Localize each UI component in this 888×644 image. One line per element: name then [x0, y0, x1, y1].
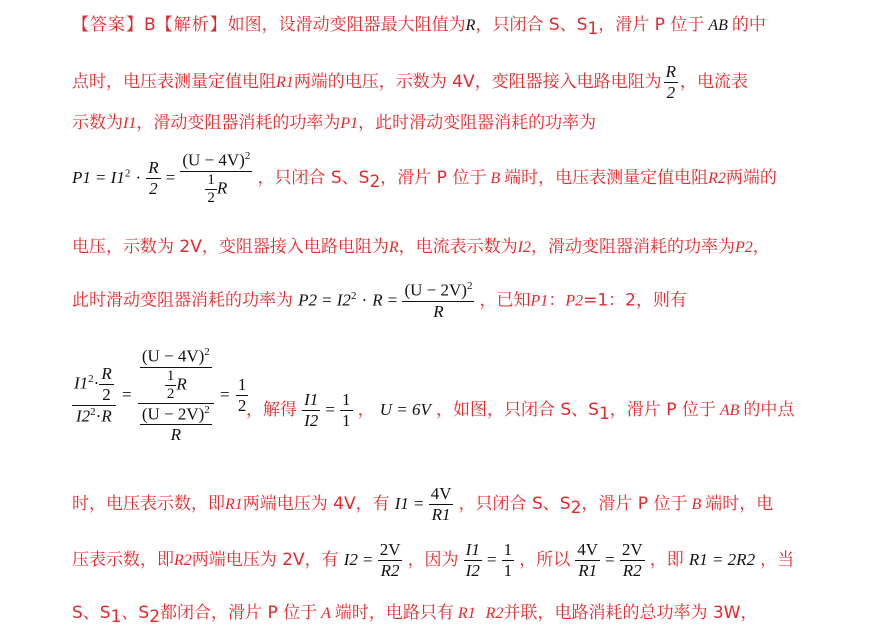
- text: ，只闭合 S、S: [475, 15, 588, 35]
- math-var: R2: [485, 605, 504, 622]
- math-var: P1: [530, 292, 549, 310]
- fraction-numerator: R: [101, 364, 112, 384]
- fraction-numerator: 2V: [621, 540, 643, 559]
- line-1: [72, 10, 766, 39]
- fraction-denominator: 2: [102, 385, 111, 405]
- math-var: B: [490, 169, 501, 187]
- math-var: I1: [110, 167, 125, 187]
- math-var: P1: [72, 167, 91, 187]
- fraction-numerator: [180, 150, 252, 172]
- fraction: [302, 390, 320, 431]
- fraction: [378, 540, 403, 581]
- fraction-numerator: 1: [166, 367, 175, 384]
- text: ，所以: [519, 550, 571, 570]
- left-fraction: [72, 364, 116, 427]
- math-expr: (U − 2V): [404, 280, 467, 300]
- fraction: [180, 150, 252, 207]
- math-var: R2: [708, 169, 726, 187]
- math-var: I1: [123, 115, 137, 132]
- fraction-numerator: I1: [465, 540, 480, 559]
- math-var: R1: [276, 74, 294, 91]
- math-var: B: [691, 496, 702, 513]
- math-var: R: [465, 17, 476, 34]
- math-var: P2: [298, 290, 317, 310]
- fraction-denominator: 1: [503, 561, 513, 580]
- math-var: R: [372, 290, 383, 310]
- subscript: 2: [369, 172, 381, 193]
- fraction-denominator: [140, 368, 212, 403]
- subscript: 2: [570, 498, 582, 519]
- math-var: R: [101, 406, 112, 426]
- fraction-numerator: 4V: [577, 540, 599, 559]
- line-9: [72, 540, 794, 581]
- text: ，: [357, 400, 375, 420]
- text: 如图，设滑动变阻器最大阻值为: [227, 15, 466, 35]
- math-op: =: [165, 167, 176, 187]
- fraction-denominator: 2: [666, 83, 676, 102]
- text: ，此时滑动变阻器消耗的功率为: [358, 113, 597, 133]
- math-var: P2: [565, 292, 584, 310]
- fraction-denominator: 2: [237, 396, 247, 416]
- fraction-denominator: R: [433, 301, 444, 321]
- text: ，当: [760, 550, 795, 570]
- fraction-denominator: 1: [342, 411, 351, 430]
- text: 的中点: [743, 400, 795, 420]
- superscript: 2: [90, 406, 96, 419]
- math-var: I1: [74, 373, 89, 393]
- math-var: R1: [225, 496, 243, 513]
- fraction-numerator: 1: [503, 540, 513, 559]
- compound-fraction: $I1^2\cdot$ $\frac{R}{2}$ $I2^2\cdot R$ = $(U - 4V)^2$ $\frac{1}{2}$ R $\frac{(U - 2V)^2}{R}$ = $\frac{1}{2}$: [74, 346, 247, 445]
- fraction-denominator: R1: [431, 505, 451, 524]
- left-denominator: $I2^2\cdot R$: [76, 406, 112, 426]
- fraction-numerator: R: [148, 157, 159, 177]
- subscript: 1: [110, 607, 122, 628]
- text: ，只闭合 S、S: [458, 494, 571, 514]
- fraction: [620, 540, 645, 581]
- text: ，滑片 P 位于: [581, 494, 688, 514]
- math-var: R: [176, 374, 187, 394]
- text: 的中: [731, 15, 766, 35]
- text: 两端电压为 2V，有: [191, 550, 339, 570]
- math-var: I2: [343, 550, 358, 569]
- fraction: [464, 540, 482, 581]
- middle-numerator: [138, 346, 214, 404]
- math-var: AB: [719, 402, 740, 419]
- fraction: [502, 540, 515, 581]
- fraction-denominator: R1: [578, 561, 598, 580]
- line-4: [72, 150, 777, 207]
- fraction-denominator: 2: [149, 178, 158, 198]
- text: 端时，电: [705, 494, 774, 514]
- math-expr: (U − 4V): [141, 346, 205, 366]
- fraction: [146, 158, 160, 199]
- math-op: ·: [135, 167, 142, 187]
- analysis-label: 【解析】: [155, 15, 228, 35]
- math-op: =: [325, 400, 335, 419]
- text: 端时，电路只有: [334, 603, 454, 623]
- superscript: 2: [466, 280, 473, 292]
- text: ，只闭合 S、S: [257, 167, 370, 188]
- superscript: 2: [204, 403, 210, 416]
- text: ，滑片 P 位于: [380, 167, 487, 188]
- subscript: 1: [598, 404, 610, 425]
- fraction-denominator: R2: [622, 561, 642, 580]
- math-var: R: [388, 239, 399, 256]
- fraction-numerator: I1: [304, 390, 319, 409]
- subscript: 2: [149, 607, 161, 628]
- fraction-denominator: [180, 172, 252, 207]
- text: ，解得: [246, 400, 297, 420]
- line-8: [72, 484, 773, 525]
- math-op: =: [605, 550, 615, 569]
- superscript: 2: [350, 290, 357, 302]
- math-var: I2: [336, 290, 351, 310]
- line-6: [72, 280, 687, 322]
- middle-denominator: [138, 404, 214, 446]
- math-var: R2: [174, 552, 192, 569]
- fraction-numerator: 4V: [430, 484, 452, 503]
- math-var: R1: [457, 605, 476, 622]
- fraction-numerator: [402, 280, 474, 302]
- math-var: R: [216, 178, 228, 198]
- answer-value: B: [144, 15, 156, 35]
- fraction: [402, 280, 474, 322]
- text: ，因为: [407, 550, 459, 570]
- fraction: [140, 346, 212, 403]
- line-3: [72, 108, 596, 133]
- math-op: =: [95, 167, 106, 187]
- text: 、S: [121, 603, 150, 623]
- math-var: AB: [708, 17, 728, 34]
- math-op: =: [414, 494, 424, 513]
- math-expr: (U − 4V): [182, 150, 245, 170]
- math-var: A: [321, 605, 331, 622]
- fraction: [165, 368, 177, 403]
- math-var: P1: [340, 115, 359, 132]
- line-10: [72, 598, 757, 627]
- text: ，: [752, 237, 770, 257]
- math-op: =: [322, 290, 332, 310]
- math-var: I2: [76, 406, 91, 426]
- line-7: [246, 390, 794, 431]
- fraction: [140, 404, 212, 446]
- fraction-numerator: 1: [237, 375, 247, 395]
- text: ，已知: [479, 290, 531, 311]
- text: ：: [548, 290, 566, 311]
- text: 并联，电路消耗的总功率为 3W，: [503, 603, 758, 623]
- text: ，即: [649, 550, 684, 570]
- math-op: =: [363, 550, 373, 569]
- fraction-numerator: R: [665, 62, 677, 81]
- fraction: [205, 172, 217, 207]
- fraction-numerator: 1: [342, 390, 351, 409]
- text: 两端电压为 4V，有: [242, 494, 390, 514]
- text: 电压，示数为 2V，变阻器接入电路电阻为: [72, 237, 389, 257]
- math-var: P2: [734, 239, 753, 256]
- fraction: [340, 390, 353, 431]
- fraction: [664, 62, 678, 103]
- math-op: =: [486, 550, 497, 569]
- text: 点时，电压表测量定值电阻: [72, 72, 276, 92]
- text: ，滑动变阻器消耗的功率为: [136, 113, 341, 133]
- text: ，电流表示数为: [398, 237, 518, 257]
- fraction-denominator: R: [170, 425, 181, 445]
- left-numerator: $I1^2\cdot$ $\frac{R}{2}$: [72, 364, 116, 406]
- subscript: 1: [587, 19, 599, 40]
- text: 两端的电压，示数为 4V，变阻器接入电路电阻为: [293, 72, 662, 92]
- text: 此时滑动变阻器消耗的功率为: [72, 290, 293, 311]
- text: ，滑片 P 位于: [609, 400, 716, 420]
- text: 端时，电压表测量定值电阻: [504, 167, 709, 188]
- text: 压表示数，即: [72, 550, 174, 570]
- text: 都闭合，滑片 P 位于: [160, 603, 318, 623]
- fraction: [99, 364, 113, 405]
- text: ，滑片 P 位于: [598, 15, 705, 35]
- text: S、S: [72, 603, 111, 623]
- fraction-denominator: 2: [207, 189, 215, 206]
- text: 示数为: [72, 113, 123, 133]
- math-expr: U = 6V: [379, 400, 431, 419]
- text: ，如图，只闭合 S、S: [435, 400, 599, 420]
- answer-label: 【答案】: [72, 15, 144, 35]
- text: ，电流表: [680, 72, 749, 92]
- fraction-numerator: 2V: [379, 540, 401, 559]
- math-expr: (U − 2V): [141, 404, 205, 424]
- middle-fraction: [138, 346, 214, 445]
- superscript: 2: [88, 373, 94, 386]
- text: 两端的: [725, 167, 777, 188]
- superscript: 2: [204, 346, 210, 358]
- fraction-numerator: [140, 404, 212, 426]
- fraction: [575, 540, 600, 581]
- line-2: [72, 62, 748, 103]
- fraction-denominator: 2: [166, 385, 175, 402]
- fraction: [429, 484, 454, 525]
- math-expr: R1 = 2R2: [688, 550, 756, 569]
- text: ，滑动变阻器消耗的功率为: [530, 237, 735, 257]
- math-op: ·: [361, 290, 368, 310]
- superscript: 2: [244, 150, 251, 162]
- fraction-denominator: I2: [304, 411, 319, 430]
- text: 时，电压表示数，即: [72, 494, 225, 514]
- math-var: I2: [517, 239, 531, 256]
- text: =1：2，则有: [583, 290, 687, 311]
- fraction-numerator: 1: [207, 171, 215, 188]
- fraction-numerator: [140, 346, 212, 368]
- fraction-denominator: I2: [465, 561, 480, 580]
- superscript: 2: [124, 167, 131, 180]
- line-5: [72, 232, 770, 257]
- math-var: I1: [394, 494, 409, 513]
- fraction-denominator: R2: [380, 561, 400, 580]
- math-op: =: [387, 290, 398, 310]
